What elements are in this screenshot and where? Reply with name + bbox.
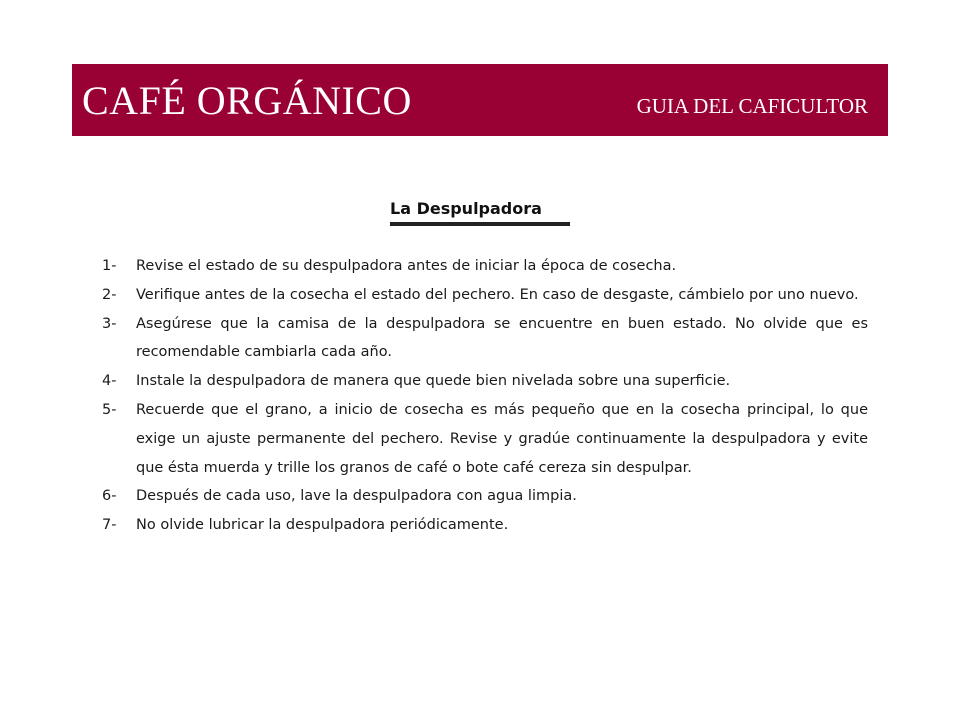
step-text: Verifique antes de la cosecha el estado del pechero. En caso de desgaste, cámbielo por uno nuevo. — [136, 286, 859, 303]
step-number: 5- — [102, 401, 117, 418]
step-text: Instale la despulpadora de manera que quede bien nivelada sobre una superficie. — [136, 373, 731, 390]
section-title-underline — [390, 222, 570, 226]
step-text: Recuerde que el grano, a inicio de cosecha es más pequeño que en la cosecha principal, lo que exige un ajuste permanente del pechero. Revise y gradúe continuamente la despulpadora y evite que ésta muerda y trille los granos de café o bote café cereza sin despulpar. — [136, 401, 868, 476]
step-number: 1- — [102, 258, 117, 274]
list-item — [102, 511, 868, 540]
page-title: CAFÉ ORGÁNICO — [82, 78, 412, 123]
header-banner — [72, 64, 888, 136]
step-text: Después de cada uso, lave la despulpadora con agua limpia. — [136, 488, 577, 505]
steps-list — [102, 252, 868, 540]
page-subtitle: GUIA DEL CAFICULTOR — [636, 94, 868, 118]
step-text: Revise el estado de su despulpadora antes de iniciar la época de cosecha. — [136, 258, 677, 274]
section-title: La Despulpadora — [390, 199, 542, 218]
step-text: No olvide lubricar la despulpadora periódicamente. — [136, 517, 509, 534]
list-item — [102, 252, 868, 281]
list-item — [102, 310, 868, 368]
list-item — [102, 482, 868, 511]
list-item — [102, 281, 868, 310]
list-item — [102, 396, 868, 482]
step-number: 2- — [102, 286, 117, 303]
step-number: 3- — [102, 315, 117, 332]
step-number: 6- — [102, 488, 117, 505]
step-number: 4- — [102, 373, 117, 390]
list-item — [102, 367, 868, 396]
step-number: 7- — [102, 517, 117, 534]
step-text: Asegúrese que la camisa de la despulpadora se encuentre en buen estado. No olvide que es recomendable cambiarla cada año. — [136, 315, 868, 361]
